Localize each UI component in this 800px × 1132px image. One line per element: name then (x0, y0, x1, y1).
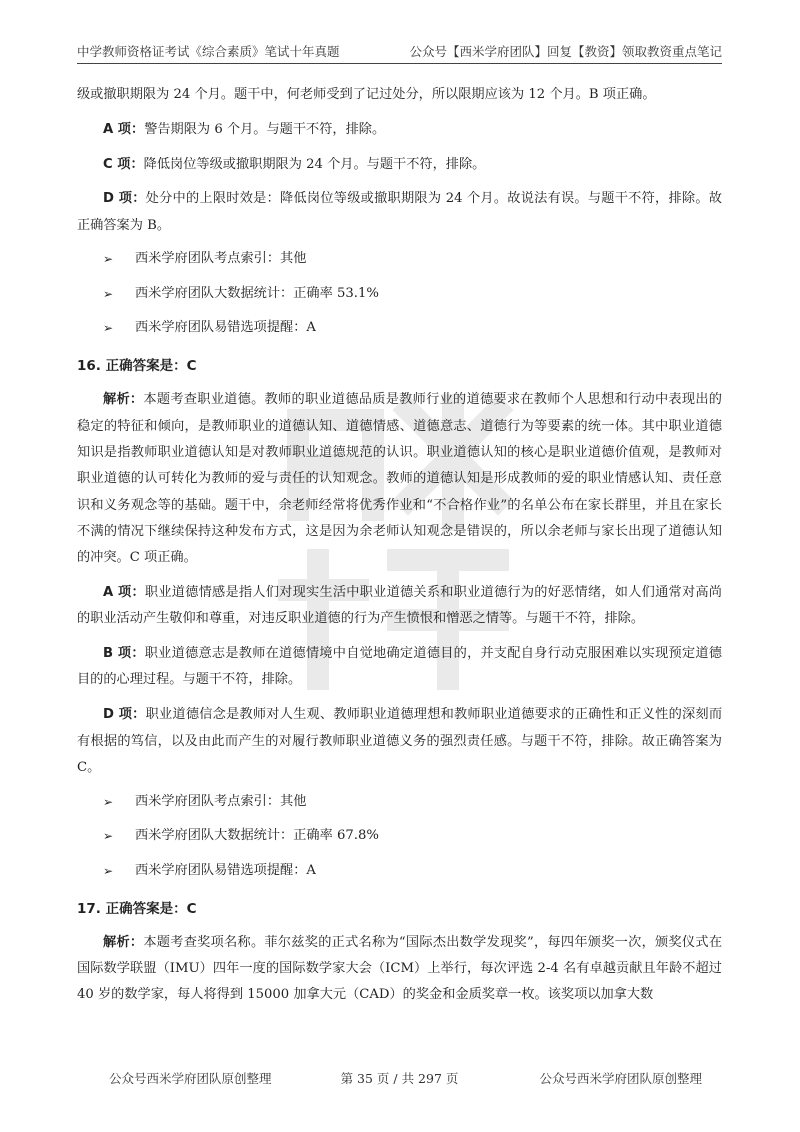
bullet-text: 西米学府团队考点索引：其他 (135, 793, 307, 809)
option-text: 降低岗位等级或撤职期限为 24 个月。与题干不符，排除。 (143, 156, 486, 172)
q15-option-a (77, 117, 722, 143)
analysis-text: 本题考查职业道德。教师的职业道德品质是教师行业的道德要求在教师个人思想和行动中表现出的稳定的特征和倾向，是教师职业的道德认知、道德情感、道德意志、道德行为等要素的统一体。其中职业道德知识是指教师职业道德认知是对教师职业道德规范的认识。职业道德认知的核心是职业道德价值观，是教师对职业道德的认可转化为教师的爱与责任的认知观念。教师的道德认知是形成教师的爱的职业情感认知、责任意识和义务观念等的基础。题干中，余老师经常将优秀作业和“不合格作业”的名单公布在家长群里，并且在家长不满的情况下继续保持这种发布方式，这是因为余老师认知观念是错误的，所以余老师与家长出现了道德认知的冲突。C 项正确。 (77, 392, 722, 566)
q15-option-d (77, 186, 722, 239)
q15-bullet-index (77, 247, 722, 271)
option-label: A 项： (103, 585, 145, 601)
analysis-text: 本题考查奖项名称。菲尔兹奖的正式名称为“国际杰出数学发现奖”，每四年颁奖一次，颁奖仪式在国际数学联盟（IMU）四年一度的国际数学家大会（ICM）上举行，每次评选 2-4 名有卓越贡献且年龄不超过 40 岁的数学家，每人将得到 15000 加拿大元（CAD）的奖金和金质奖章一枚。该奖项以加拿大数 (77, 934, 723, 1003)
q16-analysis (77, 387, 722, 571)
q15-bullet-stats (77, 282, 722, 306)
question-answer-heading: 16. 正确答案是：C (77, 358, 197, 375)
bullet-arrow-icon: ➢ (103, 321, 114, 336)
option-label: D 项： (103, 707, 146, 723)
page-header (77, 40, 722, 62)
option-label: B 项： (103, 646, 145, 662)
q15-tail-line: 级或撤职期限为 24 个月。题干中，何老师受到了记过处分，所以限期应该为 12 个月。B 项正确。 (77, 87, 656, 102)
option-label: A 项： (103, 121, 145, 137)
bullet-arrow-icon: ➢ (103, 863, 114, 878)
bullet-arrow-icon: ➢ (103, 286, 114, 301)
bullet-arrow-icon: ➢ (103, 829, 114, 844)
q17-title (77, 897, 722, 922)
q15-option-c (77, 152, 722, 178)
option-text: 职业道德信念是教师对人生观、教师职业道德理想和教师职业道德要求的正确性和正义性的深刻而有根据的笃信，以及由此而产生的对履行教师职业道德义务的强烈责任感。与题干不符，排除。故正确答案为 C。 (77, 707, 723, 775)
q15-bullet-reminder (77, 316, 722, 340)
option-label: C 项： (103, 156, 144, 172)
option-label: D 项： (103, 191, 146, 207)
page-number: 第 35 页 / 共 297 页 (340, 1071, 459, 1086)
footer-right-text: 公众号西米学府团队原创整理 (539, 1071, 702, 1086)
bullet-text: 西米学府团队易错选项提醒：A (135, 320, 316, 336)
option-text: 职业道德情感是指人们对现实生活中职业道德关系和职业道德行为的好恶情绪，如人们通常对高尚的职业活动产生敬仰和尊重，对违反职业道德的行为产生愤恨和憎恶之情等。与题干不符，排除。 (77, 585, 722, 627)
option-text: 处分中的上限时效是：降低岗位等级或撤职期限为 24 个月。故说法有误。与题干不符，排除。故正确答案为 B。 (77, 191, 722, 233)
q16-title (77, 354, 722, 379)
q16-bullet-stats (77, 824, 722, 848)
question-answer-heading: 17. 正确答案是：C (77, 900, 197, 917)
bullet-text: 西米学府团队大数据统计：正确率 53.1% (135, 285, 379, 301)
q16-option-a (77, 580, 722, 633)
q16-option-d (77, 702, 722, 781)
option-text: 警告期限为 6 个月。与题干不符，排除。 (144, 121, 386, 137)
header-left-text: 中学教师资格证考试《综合素质》笔试十年真题 (77, 44, 340, 59)
header-divider (77, 63, 722, 64)
bullet-text: 西米学府团队考点索引：其他 (135, 251, 307, 267)
bullet-text: 西米学府团队易错选项提醒：A (135, 862, 316, 878)
header-right-text: 公众号【西米学府团队】回复【教资】领取教资重点笔记 (409, 44, 722, 59)
bullet-arrow-icon: ➢ (103, 252, 114, 267)
q16-option-b (77, 641, 722, 694)
footer-left-text: 公众号西米学府团队原创整理 (109, 1071, 272, 1086)
bullet-text: 西米学府团队大数据统计：正确率 67.8% (135, 828, 379, 844)
page-content (77, 82, 722, 1017)
page-footer (77, 1069, 722, 1089)
bullet-arrow-icon: ➢ (103, 794, 114, 809)
analysis-label: 解析： (103, 392, 144, 408)
q16-bullet-index (77, 790, 722, 814)
analysis-label: 解析： (103, 934, 144, 950)
q16-bullet-reminder (77, 859, 722, 883)
q17-analysis (77, 930, 722, 1009)
option-text: 职业道德意志是教师在道德情境中自觉地确定道德目的，并支配自身行动克服困难以实现预定道德目的的心理过程。与题干不符，排除。 (77, 646, 722, 688)
